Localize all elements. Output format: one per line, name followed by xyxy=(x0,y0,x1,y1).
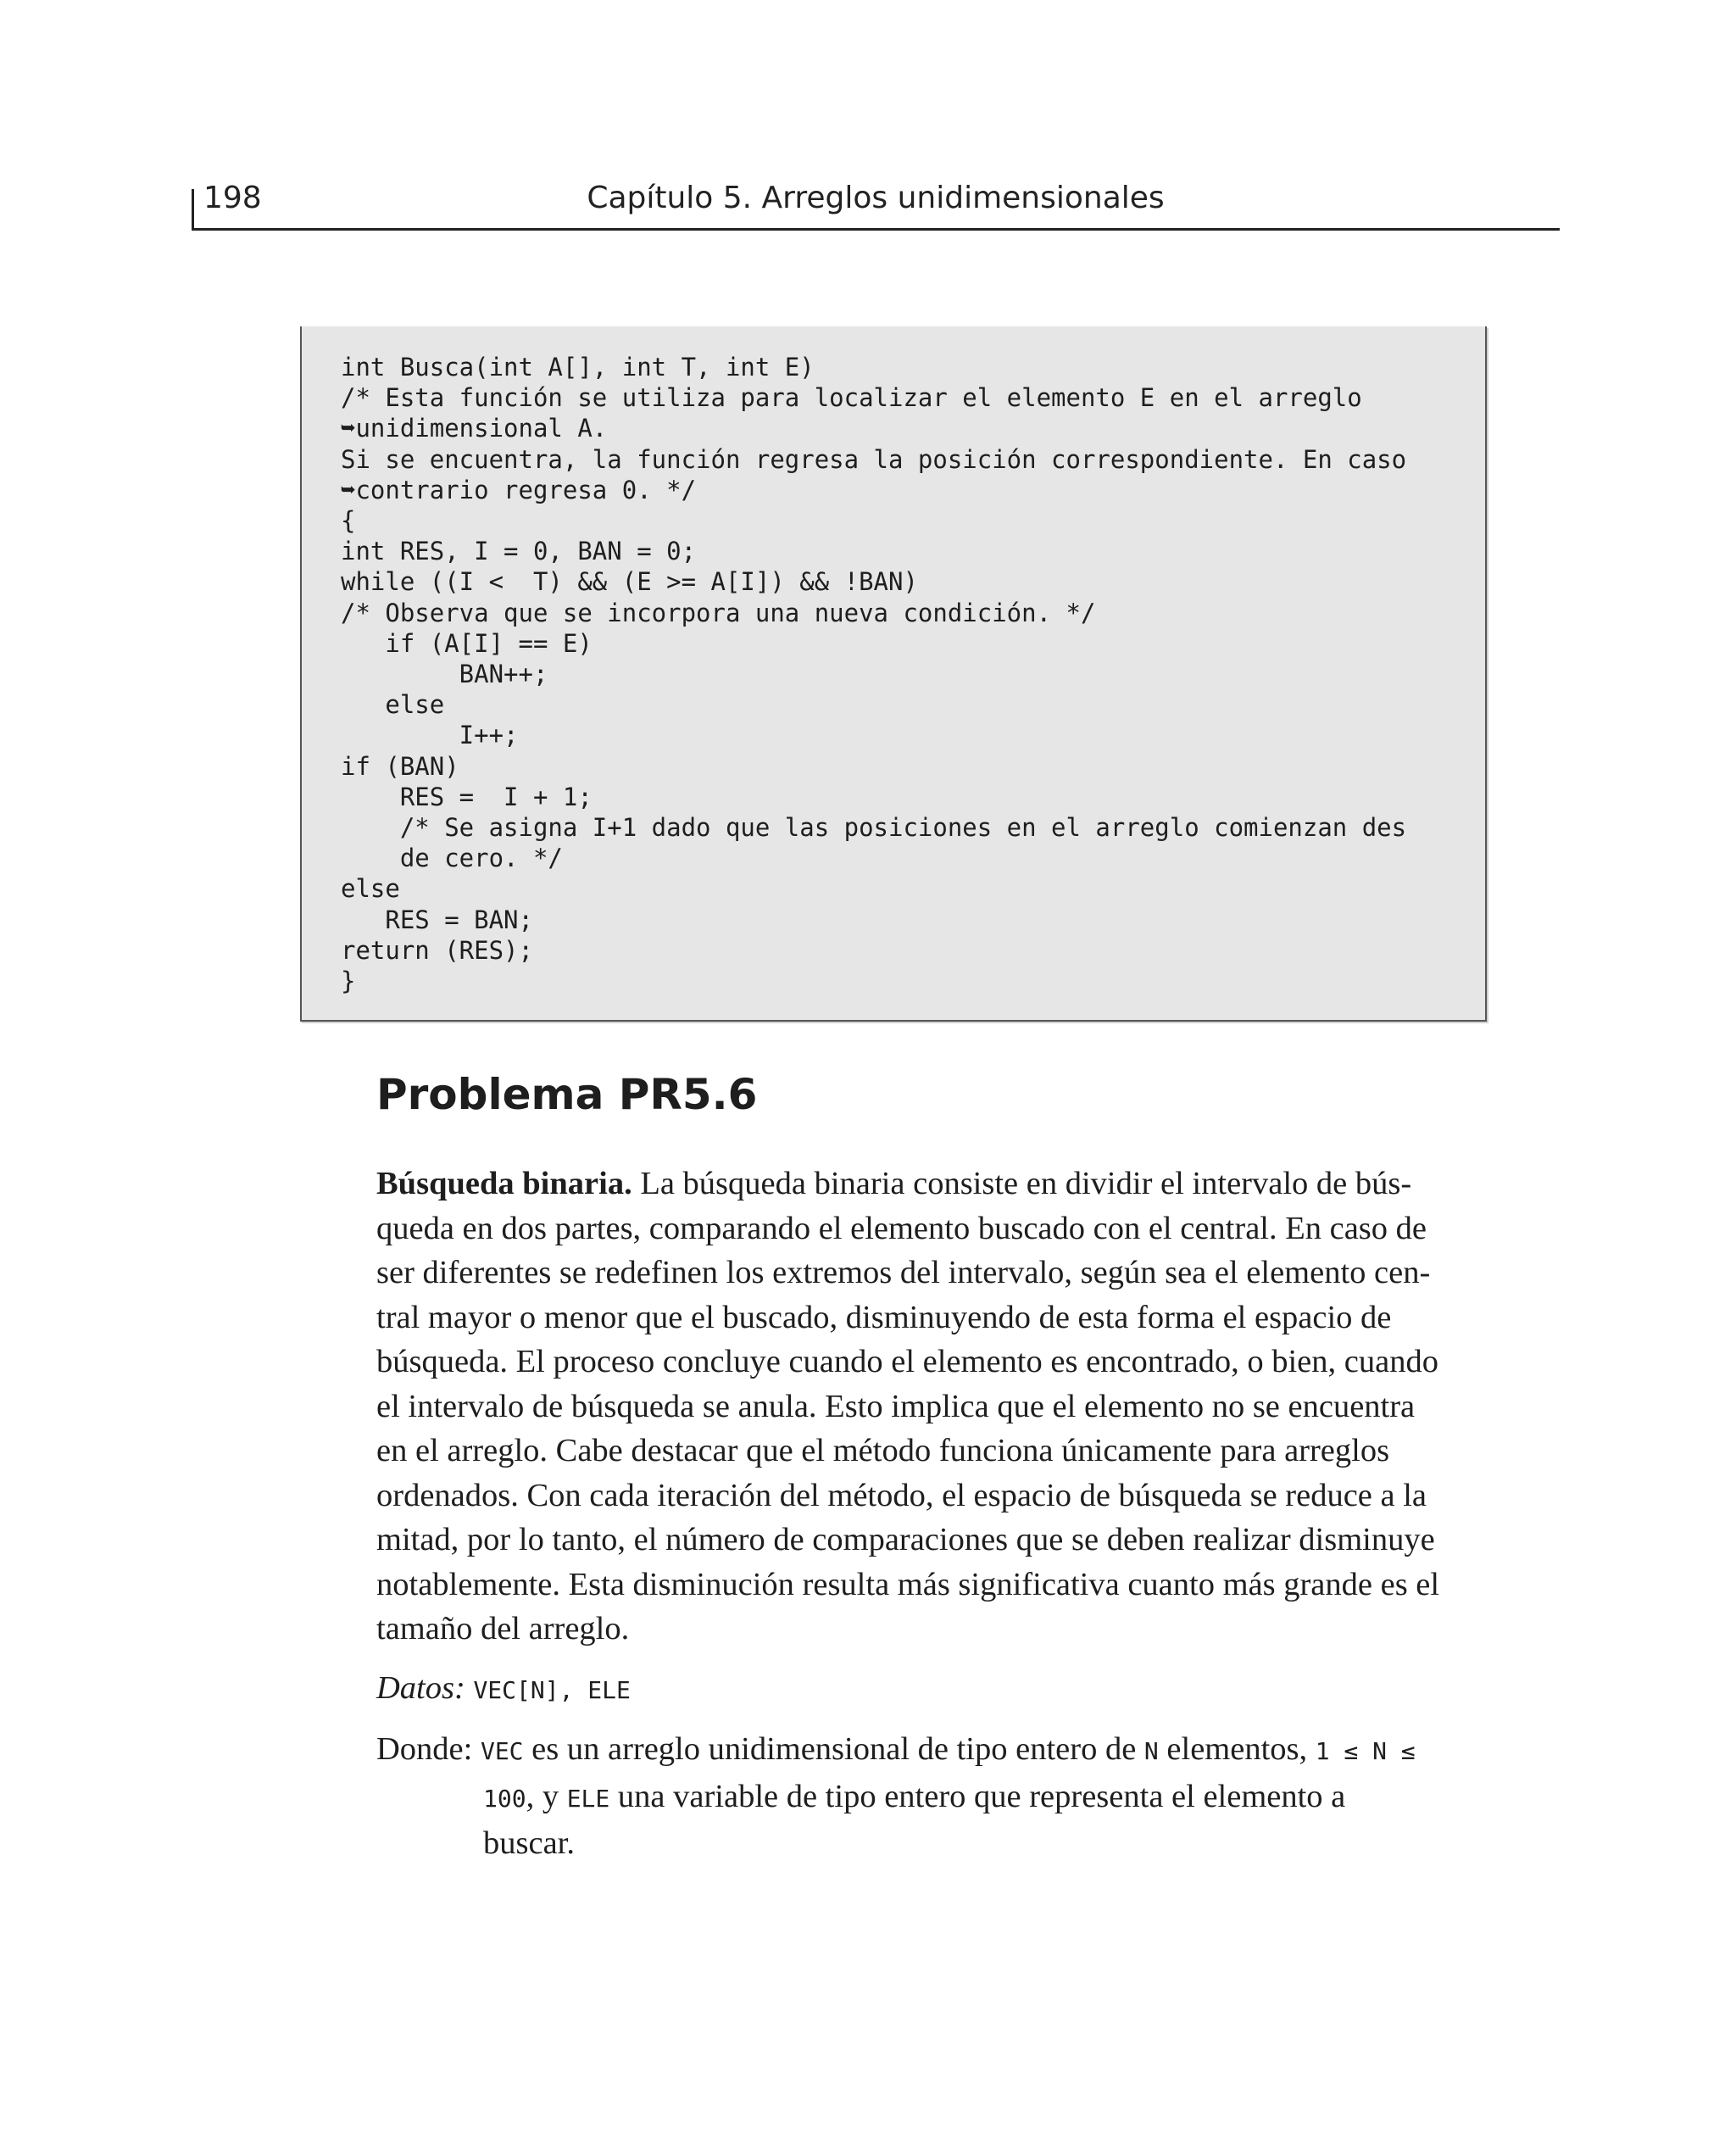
paragraph-line: el intervalo de búsqueda se anula. Esto implica que el elemento no se encuentra xyxy=(376,1388,1416,1424)
paragraph-line: notablemente. Esta disminución resulta más significativa cuanto más grande es el xyxy=(376,1566,1440,1602)
problem-title: Problema PR5.6 xyxy=(376,1070,758,1119)
paragraph-line: en el arreglo. Cabe destacar que el método funciona únicamente para arreglos xyxy=(376,1433,1390,1468)
donde-line-1 xyxy=(376,1727,1416,1774)
donde-vec: VEC xyxy=(480,1737,524,1765)
code-line: ➥contrario regresa 0. */ xyxy=(341,475,697,504)
code-line: while ((I < T) && (E >= A[I]) && !BAN) xyxy=(341,567,918,597)
code-line: BAN++; xyxy=(341,660,548,689)
code-line: RES = I + 1; xyxy=(341,782,593,811)
code-line: return (RES); xyxy=(341,935,533,965)
problem-description xyxy=(376,1162,1487,1652)
code-line: if (A[I] == E) xyxy=(341,628,593,658)
paragraph-line: ordenados. Con cada iteración del método, el espacio de búsqueda se reduce a la xyxy=(376,1477,1427,1513)
code-line: ➥unidimensional A. xyxy=(341,414,608,443)
chapter-title: Capítulo 5. Arreglos unidimensionales xyxy=(587,181,1165,215)
code-line: else xyxy=(341,874,400,904)
code-line: I++; xyxy=(341,721,519,750)
donde-line-3: buscar. xyxy=(483,1825,575,1861)
donde-text: una variable de tipo entero que representa el elemento a xyxy=(609,1778,1346,1814)
donde-text: , y xyxy=(526,1778,567,1814)
code-block xyxy=(341,352,1406,996)
code-line: else xyxy=(341,690,445,720)
paragraph-line: tamaño del arreglo. xyxy=(376,1611,630,1646)
paragraph-line: tral mayor o menor que el buscado, disminuyendo de esta forma el espacio de xyxy=(376,1299,1392,1335)
donde-line-2 xyxy=(376,1774,1416,1822)
datos-label: Datos: xyxy=(376,1670,465,1706)
code-line: { xyxy=(341,506,356,536)
donde-text: es un arreglo unidimensional de tipo entero de xyxy=(523,1731,1144,1767)
code-line: de cero. */ xyxy=(341,844,563,873)
code-line: int Busca(int A[], int T, int E) xyxy=(341,353,815,382)
code-line: } xyxy=(341,967,356,996)
paragraph-line: búsqueda. El proceso concluye cuando el elemento es encontrado, o bien, cuando xyxy=(376,1344,1438,1379)
donde-ele: ELE xyxy=(566,1784,610,1813)
paragraph-line: queda en dos partes, comparando el elemento buscado con el central. En caso de xyxy=(376,1210,1427,1246)
code-line: RES = BAN; xyxy=(341,905,533,934)
donde-block xyxy=(376,1727,1416,1866)
running-header xyxy=(192,174,1560,231)
paragraph-line: ser diferentes se redefinen los extremos del intervalo, según sea el elemento cen- xyxy=(376,1255,1431,1290)
datos-value: VEC[N], ELE xyxy=(473,1676,631,1704)
paragraph-text: La búsqueda binaria consiste en dividir el intervalo de bús- xyxy=(632,1166,1412,1201)
code-line: /* Se asigna I+1 dado que las posiciones en el arreglo comienzan des xyxy=(341,813,1407,843)
code-listing xyxy=(300,326,1487,1022)
code-line: /* Observa que se incorpora una nueva condición. */ xyxy=(341,598,1096,627)
code-line: int RES, I = 0, BAN = 0; xyxy=(341,537,697,566)
donde-text: elementos, xyxy=(1158,1731,1316,1767)
paragraph-line: mitad, por lo tanto, el número de comparaciones que se deben realizar disminuye xyxy=(376,1522,1435,1557)
paragraph-line xyxy=(376,1162,1487,1206)
donde-label: Donde: xyxy=(376,1731,473,1767)
code-line: /* Esta función se utiliza para localizar el elemento E en el arreglo xyxy=(341,383,1362,413)
donde-n: N xyxy=(1143,1737,1159,1765)
donde-range: 1 ≤ N ≤ xyxy=(1315,1737,1416,1765)
lead-term: Búsqueda binaria. xyxy=(376,1166,632,1201)
donde-range-max: 100 xyxy=(483,1784,526,1813)
page-number: 198 xyxy=(203,181,262,215)
code-line: Si se encuentra, la función regresa la posición correspondiente. En caso xyxy=(341,444,1407,474)
datos-line xyxy=(376,1666,631,1713)
code-line: if (BAN) xyxy=(341,751,459,781)
